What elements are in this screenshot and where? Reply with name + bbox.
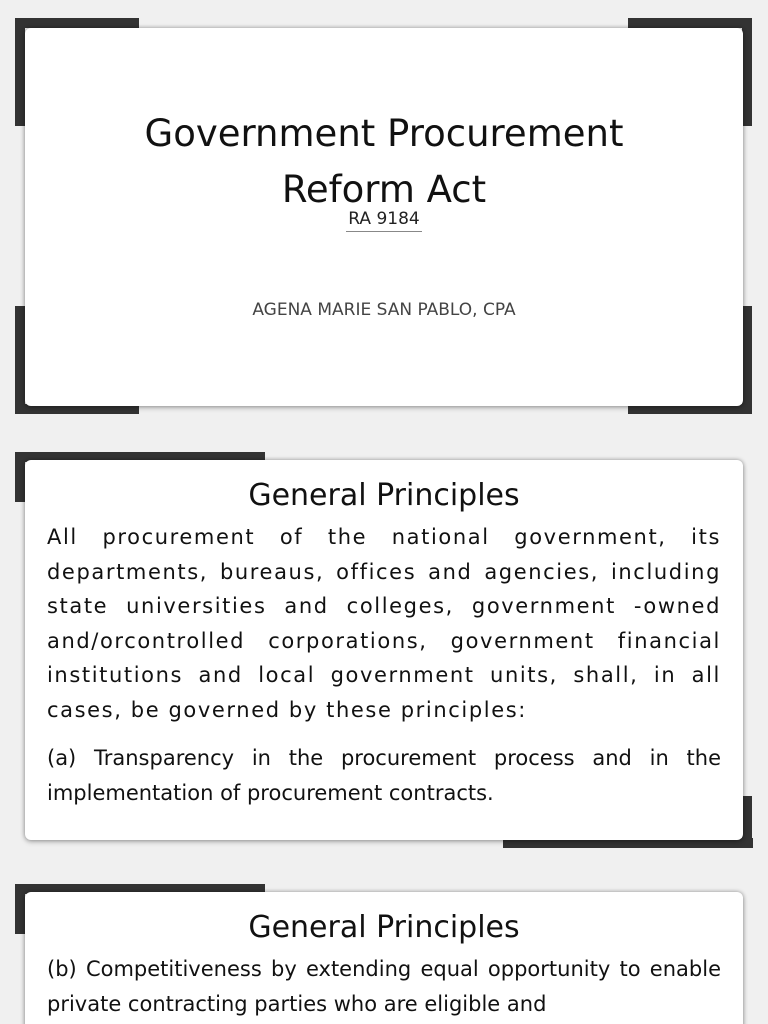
slide-frame-corner: [742, 306, 752, 414]
slide-frame-corner: [742, 18, 752, 126]
slide-title: [25, 106, 743, 218]
slide-frame-corner: [742, 796, 752, 848]
slide-paragraph: (a) Transparency in the procurement process and in the implementation of procurement contracts.: [47, 746, 721, 805]
slide-frame-corner: [15, 18, 25, 126]
slide-frame-corner: [15, 18, 139, 28]
author-name: AGENA MARIE SAN PABLO, CPA: [252, 300, 516, 320]
slide-title-line-2: Reform Act: [281, 168, 487, 211]
title-slide-container: [0, 18, 768, 414]
slide-frame-corner: [628, 18, 752, 28]
slide-paragraph: (b) Competitiveness by extending equal opportunity to enable private contracting parties who are eligible and: [47, 957, 721, 1016]
slide-subtitle: [25, 209, 743, 232]
slide-body: [25, 952, 743, 1021]
content-slide: [25, 460, 743, 840]
subtitle-text: RA 9184: [346, 209, 421, 232]
slide-body: [25, 520, 743, 810]
slide-heading: General Principles: [248, 478, 520, 513]
slide-title-line-1: Government Procurement: [144, 112, 624, 155]
slide-frame-corner: [15, 884, 25, 934]
slide-frame-corner: [15, 306, 25, 414]
slide-paragraph: All procurement of the national government, its departments, bureaus, offices and agencies, including state universities and colleges, government -owned and/orcontrolled corporations, government financial institutions and local government units, shall, in all cases, be governed by these principles:: [47, 525, 721, 722]
content-slide: [25, 892, 743, 1024]
content-slide-container: [0, 452, 768, 850]
slide-frame-corner: [15, 452, 25, 502]
title-slide: [25, 28, 743, 406]
slide-heading: General Principles: [248, 910, 520, 945]
content-slide-container: [0, 884, 768, 1024]
